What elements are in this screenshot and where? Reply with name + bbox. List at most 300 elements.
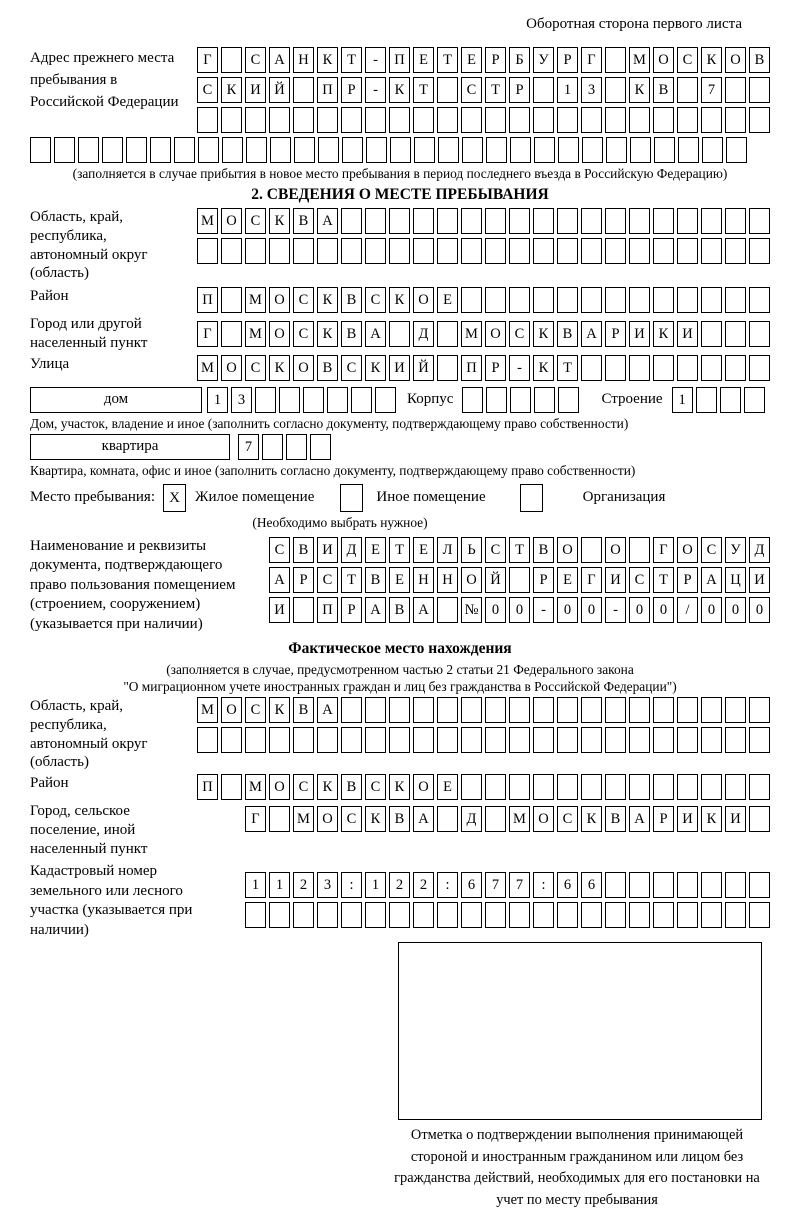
char-cell[interactable] — [605, 355, 626, 381]
char-cell[interactable] — [581, 107, 602, 133]
char-cell[interactable] — [485, 208, 506, 234]
char-cell[interactable] — [317, 238, 338, 264]
char-cell[interactable] — [677, 77, 698, 103]
char-cell[interactable] — [629, 287, 650, 313]
char-cell[interactable]: У — [533, 47, 554, 73]
char-cell[interactable] — [653, 697, 674, 723]
char-cell[interactable] — [701, 872, 722, 898]
char-cell[interactable] — [677, 902, 698, 928]
char-cell[interactable]: У — [725, 537, 746, 563]
char-cell[interactable] — [749, 872, 770, 898]
char-cell[interactable] — [653, 208, 674, 234]
char-cell[interactable] — [342, 137, 363, 163]
char-cell[interactable]: С — [245, 355, 266, 381]
char-cell[interactable] — [461, 902, 482, 928]
char-cell[interactable] — [677, 697, 698, 723]
char-cell[interactable]: Т — [653, 567, 674, 593]
char-cell[interactable] — [749, 287, 770, 313]
char-cell[interactable] — [509, 727, 530, 753]
char-cell[interactable] — [677, 238, 698, 264]
char-cell[interactable]: А — [629, 806, 650, 832]
char-cell[interactable]: Р — [341, 597, 362, 623]
char-cell[interactable] — [341, 727, 362, 753]
char-cell[interactable] — [725, 287, 746, 313]
char-cell[interactable]: 1 — [557, 77, 578, 103]
char-cell[interactable] — [749, 208, 770, 234]
char-cell[interactable] — [269, 902, 290, 928]
char-cell[interactable] — [221, 47, 242, 73]
char-cell[interactable] — [365, 107, 386, 133]
char-cell[interactable] — [365, 238, 386, 264]
char-cell[interactable] — [366, 137, 387, 163]
char-cell[interactable] — [414, 137, 435, 163]
char-cell[interactable] — [629, 902, 650, 928]
char-cell[interactable] — [375, 387, 396, 413]
char-cell[interactable]: В — [653, 77, 674, 103]
char-cell[interactable] — [413, 238, 434, 264]
char-cell[interactable]: 0 — [557, 597, 578, 623]
char-cell[interactable] — [629, 208, 650, 234]
char-cell[interactable] — [246, 137, 267, 163]
char-cell[interactable] — [413, 697, 434, 723]
char-cell[interactable] — [509, 774, 530, 800]
char-cell[interactable] — [54, 137, 75, 163]
char-cell[interactable] — [221, 321, 242, 347]
char-cell[interactable]: - — [605, 597, 626, 623]
char-cell[interactable]: О — [269, 774, 290, 800]
char-cell[interactable]: С — [365, 774, 386, 800]
char-cell[interactable]: М — [509, 806, 530, 832]
char-cell[interactable]: Н — [293, 47, 314, 73]
char-cell[interactable] — [749, 107, 770, 133]
char-cell[interactable]: В — [293, 537, 314, 563]
char-cell[interactable]: - — [533, 597, 554, 623]
char-cell[interactable]: П — [197, 774, 218, 800]
char-cell[interactable]: 0 — [485, 597, 506, 623]
char-cell[interactable]: Е — [413, 537, 434, 563]
char-cell[interactable] — [653, 238, 674, 264]
char-cell[interactable]: К — [269, 355, 290, 381]
char-cell[interactable]: 3 — [581, 77, 602, 103]
char-cell[interactable] — [725, 355, 746, 381]
char-cell[interactable]: В — [749, 47, 770, 73]
char-cell[interactable]: О — [653, 47, 674, 73]
char-cell[interactable]: С — [365, 287, 386, 313]
char-cell[interactable]: 1 — [365, 872, 386, 898]
char-cell[interactable] — [245, 238, 266, 264]
char-cell[interactable]: К — [317, 287, 338, 313]
char-cell[interactable]: В — [317, 355, 338, 381]
char-cell[interactable]: П — [389, 47, 410, 73]
char-cell[interactable] — [221, 287, 242, 313]
char-cell[interactable] — [485, 287, 506, 313]
char-cell[interactable] — [78, 137, 99, 163]
char-cell[interactable]: О — [413, 774, 434, 800]
char-cell[interactable]: В — [365, 567, 386, 593]
char-cell[interactable]: А — [413, 806, 434, 832]
char-cell[interactable]: Е — [461, 47, 482, 73]
char-cell[interactable]: Й — [269, 77, 290, 103]
char-cell[interactable]: О — [221, 208, 242, 234]
char-cell[interactable]: Т — [341, 47, 362, 73]
char-cell[interactable] — [485, 697, 506, 723]
char-cell[interactable]: Г — [197, 47, 218, 73]
char-cell[interactable] — [462, 387, 483, 413]
char-cell[interactable]: О — [269, 287, 290, 313]
char-cell[interactable]: Г — [653, 537, 674, 563]
char-cell[interactable] — [461, 774, 482, 800]
char-cell[interactable] — [293, 107, 314, 133]
char-cell[interactable] — [509, 238, 530, 264]
char-cell[interactable]: В — [533, 537, 554, 563]
char-cell[interactable] — [533, 287, 554, 313]
char-cell[interactable] — [653, 902, 674, 928]
char-cell[interactable]: А — [701, 567, 722, 593]
char-cell[interactable] — [749, 355, 770, 381]
char-cell[interactable] — [341, 697, 362, 723]
char-cell[interactable] — [390, 137, 411, 163]
char-cell[interactable]: С — [269, 537, 290, 563]
char-cell[interactable]: О — [677, 537, 698, 563]
char-cell[interactable]: Л — [437, 537, 458, 563]
char-cell[interactable]: / — [677, 597, 698, 623]
char-cell[interactable] — [557, 287, 578, 313]
char-cell[interactable] — [677, 872, 698, 898]
char-cell[interactable] — [197, 107, 218, 133]
char-cell[interactable] — [341, 107, 362, 133]
char-cell[interactable]: - — [365, 47, 386, 73]
char-cell[interactable]: И — [629, 321, 650, 347]
char-cell[interactable]: К — [533, 321, 554, 347]
apartment-box[interactable]: квартира — [30, 434, 230, 460]
char-cell[interactable] — [293, 727, 314, 753]
char-cell[interactable]: С — [701, 537, 722, 563]
char-cell[interactable] — [437, 208, 458, 234]
char-cell[interactable]: О — [221, 355, 242, 381]
char-cell[interactable]: Е — [413, 47, 434, 73]
char-cell[interactable] — [462, 137, 483, 163]
char-cell[interactable] — [581, 355, 602, 381]
char-cell[interactable]: К — [701, 806, 722, 832]
char-cell[interactable]: М — [629, 47, 650, 73]
char-cell[interactable]: П — [317, 597, 338, 623]
char-cell[interactable] — [413, 902, 434, 928]
char-cell[interactable]: : — [533, 872, 554, 898]
char-cell[interactable]: Й — [413, 355, 434, 381]
char-cell[interactable] — [701, 238, 722, 264]
char-cell[interactable] — [461, 697, 482, 723]
char-cell[interactable] — [606, 137, 627, 163]
char-cell[interactable]: М — [197, 208, 218, 234]
char-cell[interactable] — [221, 238, 242, 264]
char-cell[interactable] — [581, 902, 602, 928]
char-cell[interactable] — [461, 208, 482, 234]
char-cell[interactable]: Р — [557, 47, 578, 73]
char-cell[interactable] — [534, 387, 555, 413]
char-cell[interactable]: С — [509, 321, 530, 347]
char-cell[interactable]: В — [341, 774, 362, 800]
char-cell[interactable]: Т — [341, 567, 362, 593]
char-cell[interactable]: Е — [437, 287, 458, 313]
char-cell[interactable]: - — [365, 77, 386, 103]
char-cell[interactable] — [533, 697, 554, 723]
char-cell[interactable] — [629, 727, 650, 753]
char-cell[interactable] — [581, 697, 602, 723]
char-cell[interactable]: О — [293, 355, 314, 381]
char-cell[interactable]: Р — [485, 355, 506, 381]
char-cell[interactable] — [653, 774, 674, 800]
char-cell[interactable] — [293, 597, 314, 623]
char-cell[interactable]: К — [269, 697, 290, 723]
char-cell[interactable]: Е — [389, 567, 410, 593]
char-cell[interactable] — [174, 137, 195, 163]
char-cell[interactable]: № — [461, 597, 482, 623]
char-cell[interactable] — [558, 387, 579, 413]
char-cell[interactable]: М — [197, 697, 218, 723]
char-cell[interactable]: 0 — [581, 597, 602, 623]
checkbox-residential[interactable]: X — [163, 484, 186, 512]
char-cell[interactable] — [303, 387, 324, 413]
char-cell[interactable]: О — [317, 806, 338, 832]
char-cell[interactable] — [720, 387, 741, 413]
char-cell[interactable] — [605, 47, 626, 73]
char-cell[interactable] — [677, 727, 698, 753]
char-cell[interactable]: Б — [509, 47, 530, 73]
char-cell[interactable] — [726, 137, 747, 163]
char-cell[interactable] — [629, 537, 650, 563]
char-cell[interactable] — [605, 287, 626, 313]
char-cell[interactable] — [581, 727, 602, 753]
char-cell[interactable] — [437, 902, 458, 928]
char-cell[interactable] — [749, 774, 770, 800]
char-cell[interactable] — [317, 107, 338, 133]
char-cell[interactable]: В — [341, 321, 362, 347]
char-cell[interactable]: 1 — [245, 872, 266, 898]
char-cell[interactable]: 0 — [629, 597, 650, 623]
char-cell[interactable]: 6 — [557, 872, 578, 898]
char-cell[interactable] — [102, 137, 123, 163]
char-cell[interactable]: А — [269, 47, 290, 73]
char-cell[interactable] — [365, 902, 386, 928]
char-cell[interactable] — [437, 238, 458, 264]
char-cell[interactable] — [557, 727, 578, 753]
char-cell[interactable] — [702, 137, 723, 163]
char-cell[interactable]: Р — [293, 567, 314, 593]
char-cell[interactable]: В — [293, 697, 314, 723]
char-cell[interactable] — [629, 872, 650, 898]
char-cell[interactable] — [221, 107, 242, 133]
char-cell[interactable]: 7 — [509, 872, 530, 898]
char-cell[interactable]: 1 — [269, 872, 290, 898]
checkbox-other-premises[interactable] — [340, 484, 363, 512]
char-cell[interactable] — [317, 727, 338, 753]
char-cell[interactable]: К — [365, 806, 386, 832]
char-cell[interactable] — [485, 238, 506, 264]
char-cell[interactable] — [654, 137, 675, 163]
char-cell[interactable] — [701, 355, 722, 381]
char-cell[interactable]: 2 — [389, 872, 410, 898]
char-cell[interactable] — [701, 107, 722, 133]
char-cell[interactable] — [485, 774, 506, 800]
char-cell[interactable]: К — [653, 321, 674, 347]
char-cell[interactable]: Н — [437, 567, 458, 593]
char-cell[interactable]: О — [461, 567, 482, 593]
char-cell[interactable] — [269, 806, 290, 832]
char-cell[interactable] — [749, 321, 770, 347]
char-cell[interactable]: Р — [509, 77, 530, 103]
char-cell[interactable]: 3 — [317, 872, 338, 898]
char-cell[interactable] — [629, 697, 650, 723]
char-cell[interactable]: К — [317, 774, 338, 800]
char-cell[interactable] — [461, 238, 482, 264]
char-cell[interactable]: 0 — [509, 597, 530, 623]
char-cell[interactable] — [581, 208, 602, 234]
char-cell[interactable]: А — [581, 321, 602, 347]
char-cell[interactable]: 6 — [581, 872, 602, 898]
char-cell[interactable] — [510, 137, 531, 163]
char-cell[interactable] — [279, 387, 300, 413]
char-cell[interactable] — [725, 872, 746, 898]
char-cell[interactable]: С — [485, 537, 506, 563]
char-cell[interactable] — [437, 697, 458, 723]
char-cell[interactable] — [749, 238, 770, 264]
char-cell[interactable]: М — [245, 321, 266, 347]
char-cell[interactable] — [365, 208, 386, 234]
char-cell[interactable] — [150, 137, 171, 163]
char-cell[interactable]: П — [317, 77, 338, 103]
char-cell[interactable] — [245, 902, 266, 928]
char-cell[interactable] — [558, 137, 579, 163]
char-cell[interactable] — [461, 727, 482, 753]
char-cell[interactable]: К — [269, 208, 290, 234]
char-cell[interactable]: 0 — [725, 597, 746, 623]
char-cell[interactable] — [437, 321, 458, 347]
char-cell[interactable] — [389, 697, 410, 723]
char-cell[interactable]: М — [245, 774, 266, 800]
char-cell[interactable]: 1 — [672, 387, 693, 413]
char-cell[interactable]: Г — [197, 321, 218, 347]
char-cell[interactable] — [262, 434, 283, 460]
char-cell[interactable] — [557, 697, 578, 723]
char-cell[interactable]: Т — [437, 47, 458, 73]
char-cell[interactable]: С — [629, 567, 650, 593]
char-cell[interactable] — [461, 107, 482, 133]
char-cell[interactable] — [245, 107, 266, 133]
char-cell[interactable] — [653, 287, 674, 313]
char-cell[interactable] — [653, 107, 674, 133]
char-cell[interactable] — [630, 137, 651, 163]
char-cell[interactable] — [365, 697, 386, 723]
char-cell[interactable] — [749, 806, 770, 832]
char-cell[interactable] — [582, 137, 603, 163]
char-cell[interactable]: С — [293, 321, 314, 347]
char-cell[interactable]: 0 — [701, 597, 722, 623]
char-cell[interactable]: П — [197, 287, 218, 313]
char-cell[interactable] — [605, 238, 626, 264]
char-cell[interactable] — [605, 774, 626, 800]
char-cell[interactable]: В — [293, 208, 314, 234]
char-cell[interactable]: И — [725, 806, 746, 832]
char-cell[interactable]: К — [317, 47, 338, 73]
char-cell[interactable] — [245, 727, 266, 753]
char-cell[interactable]: Е — [437, 774, 458, 800]
char-cell[interactable] — [725, 77, 746, 103]
char-cell[interactable] — [744, 387, 765, 413]
char-cell[interactable]: К — [629, 77, 650, 103]
char-cell[interactable]: К — [701, 47, 722, 73]
char-cell[interactable] — [486, 387, 507, 413]
char-cell[interactable] — [557, 208, 578, 234]
char-cell[interactable] — [413, 727, 434, 753]
char-cell[interactable] — [557, 238, 578, 264]
char-cell[interactable] — [701, 321, 722, 347]
char-cell[interactable]: О — [605, 537, 626, 563]
char-cell[interactable] — [509, 208, 530, 234]
char-cell[interactable] — [725, 208, 746, 234]
char-cell[interactable] — [389, 902, 410, 928]
char-cell[interactable]: Г — [581, 47, 602, 73]
char-cell[interactable]: О — [485, 321, 506, 347]
char-cell[interactable] — [605, 107, 626, 133]
char-cell[interactable] — [534, 137, 555, 163]
char-cell[interactable] — [221, 774, 242, 800]
char-cell[interactable] — [318, 137, 339, 163]
char-cell[interactable]: И — [605, 567, 626, 593]
char-cell[interactable]: С — [197, 77, 218, 103]
char-cell[interactable]: О — [557, 537, 578, 563]
char-cell[interactable]: С — [245, 208, 266, 234]
char-cell[interactable] — [413, 107, 434, 133]
char-cell[interactable] — [725, 321, 746, 347]
char-cell[interactable] — [749, 902, 770, 928]
char-cell[interactable] — [327, 387, 348, 413]
char-cell[interactable]: 7 — [238, 434, 259, 460]
char-cell[interactable] — [749, 727, 770, 753]
char-cell[interactable] — [389, 727, 410, 753]
char-cell[interactable] — [678, 137, 699, 163]
char-cell[interactable]: Р — [677, 567, 698, 593]
char-cell[interactable] — [557, 774, 578, 800]
char-cell[interactable]: К — [389, 77, 410, 103]
char-cell[interactable] — [629, 107, 650, 133]
char-cell[interactable] — [269, 238, 290, 264]
char-cell[interactable]: Т — [485, 77, 506, 103]
char-cell[interactable] — [509, 107, 530, 133]
char-cell[interactable] — [509, 567, 530, 593]
char-cell[interactable]: И — [677, 321, 698, 347]
char-cell[interactable]: Р — [341, 77, 362, 103]
char-cell[interactable] — [222, 137, 243, 163]
char-cell[interactable] — [605, 902, 626, 928]
char-cell[interactable] — [221, 727, 242, 753]
char-cell[interactable] — [341, 902, 362, 928]
char-cell[interactable]: В — [341, 287, 362, 313]
char-cell[interactable] — [198, 137, 219, 163]
char-cell[interactable]: Д — [461, 806, 482, 832]
char-cell[interactable]: Д — [341, 537, 362, 563]
char-cell[interactable]: И — [245, 77, 266, 103]
char-cell[interactable]: К — [389, 774, 410, 800]
char-cell[interactable]: Д — [413, 321, 434, 347]
char-cell[interactable]: А — [413, 597, 434, 623]
char-cell[interactable] — [696, 387, 717, 413]
char-cell[interactable]: И — [389, 355, 410, 381]
char-cell[interactable]: О — [533, 806, 554, 832]
char-cell[interactable] — [341, 208, 362, 234]
char-cell[interactable] — [438, 137, 459, 163]
char-cell[interactable] — [629, 355, 650, 381]
char-cell[interactable]: Г — [581, 567, 602, 593]
